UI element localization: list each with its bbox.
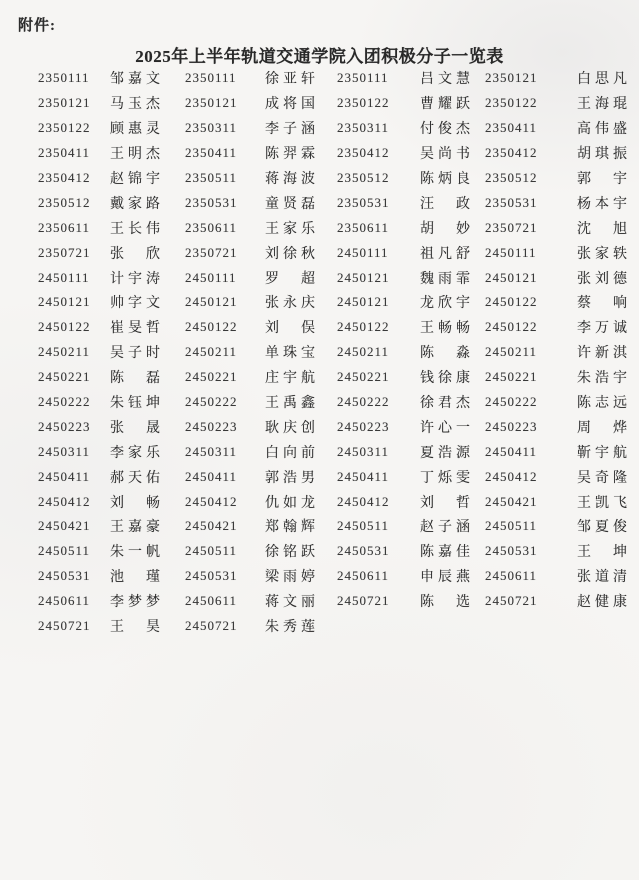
student-name: 胡 妙 xyxy=(420,221,474,237)
student-id: 2450511 xyxy=(185,543,238,559)
student-name: 王家乐 xyxy=(265,221,319,237)
student-name: 徐君杰 xyxy=(420,396,474,412)
student-id: 2450721 xyxy=(38,618,91,634)
student-name: 池 瑾 xyxy=(110,570,164,586)
student-id: 2450611 xyxy=(38,593,91,609)
student-id: 2450211 xyxy=(185,344,238,360)
student-id: 2350122 xyxy=(485,95,538,111)
student-name: 王禹鑫 xyxy=(265,396,319,412)
student-name: 龙欣宇 xyxy=(420,296,474,312)
student-name: 曹耀跃 xyxy=(420,97,474,113)
student-id: 2450411 xyxy=(337,468,390,484)
student-name: 王长伟 xyxy=(110,221,164,237)
student-name: 蔡 响 xyxy=(577,296,631,312)
student-id: 2450412 xyxy=(337,493,390,509)
student-name: 帅字文 xyxy=(110,296,164,312)
student-id: 2450421 xyxy=(485,493,538,509)
student-id: 2450122 xyxy=(185,319,238,335)
student-name: 王嘉豪 xyxy=(110,520,164,536)
student-id: 2450121 xyxy=(337,294,390,310)
student-id: 2350412 xyxy=(38,170,91,185)
student-name: 许新淇 xyxy=(577,346,631,362)
student-id: 2450421 xyxy=(38,518,91,534)
student-id: 2450223 xyxy=(337,418,390,434)
student-name: 吴尚书 xyxy=(420,147,474,163)
student-id: 2350512 xyxy=(485,170,538,185)
student-id: 2450412 xyxy=(38,493,91,509)
student-name: 沈 旭 xyxy=(577,221,631,237)
student-name: 王凯飞 xyxy=(577,495,631,511)
student-id: 2450511 xyxy=(337,518,390,534)
student-id: 2350721 xyxy=(485,219,538,235)
student-id: 2450531 xyxy=(185,568,238,584)
student-id: 2350111 xyxy=(337,70,389,86)
student-name: 周 烨 xyxy=(577,420,631,436)
student-name: 陈 选 xyxy=(420,595,474,611)
student-id: 2450121 xyxy=(185,294,238,310)
student-id: 2350611 xyxy=(185,219,238,235)
student-name: 罗 超 xyxy=(265,271,319,287)
student-name: 丁烁雯 xyxy=(420,470,474,486)
student-id: 2450721 xyxy=(485,593,538,609)
student-name: 赵子涵 xyxy=(420,520,474,536)
student-id: 2450122 xyxy=(38,319,91,335)
student-id: 2450222 xyxy=(185,394,238,410)
student-name: 夏浩源 xyxy=(420,445,474,461)
student-id: 2450121 xyxy=(485,269,538,285)
student-id: 2450221 xyxy=(337,369,390,385)
student-id: 2450223 xyxy=(185,418,238,434)
student-name: 白思凡 xyxy=(577,72,631,88)
student-id: 2350121 xyxy=(485,70,538,86)
student-name: 王海琨 xyxy=(577,97,631,113)
student-name: 计宇涛 xyxy=(110,271,164,287)
student-id: 2450111 xyxy=(337,244,389,260)
student-name: 刘 哲 xyxy=(420,495,474,511)
student-name: 祖凡舒 xyxy=(420,246,474,262)
student-name: 单珠宝 xyxy=(265,346,319,362)
student-id: 2450221 xyxy=(485,369,538,385)
student-id: 2450411 xyxy=(38,468,91,484)
student-id: 2450223 xyxy=(38,418,91,434)
student-id: 2450721 xyxy=(185,618,238,634)
student-name: 顾惠灵 xyxy=(110,122,164,138)
student-name: 刘 俣 xyxy=(265,321,319,337)
student-id: 2350122 xyxy=(337,95,390,111)
student-id: 2350412 xyxy=(485,145,538,161)
student-name: 申辰燕 xyxy=(420,570,474,586)
student-name: 邹嘉文 xyxy=(110,72,164,88)
student-id: 2450111 xyxy=(38,269,90,285)
student-id: 2450511 xyxy=(38,543,91,559)
student-id: 2450412 xyxy=(485,468,538,484)
student-id: 2450511 xyxy=(485,518,538,534)
student-name: 杨本宇 xyxy=(577,196,631,212)
student-name: 陈炳良 xyxy=(420,172,474,187)
student-name: 朱一帆 xyxy=(110,545,164,561)
student-name: 赵健康 xyxy=(577,595,631,611)
student-id: 2350411 xyxy=(185,145,238,161)
student-name: 郑翰辉 xyxy=(265,520,319,536)
student-name: 朱浩宇 xyxy=(577,371,631,387)
student-name: 李子涵 xyxy=(265,122,319,138)
student-id: 2450111 xyxy=(485,244,537,260)
student-name: 耿庆创 xyxy=(265,420,319,436)
student-id: 2450121 xyxy=(337,269,390,285)
student-name: 仇如龙 xyxy=(265,495,319,511)
student-id: 2450122 xyxy=(485,319,538,335)
student-id: 2450211 xyxy=(337,344,390,360)
student-name: 梁雨婷 xyxy=(265,570,319,586)
student-id: 2450211 xyxy=(485,344,538,360)
student-id: 2450531 xyxy=(337,543,390,559)
student-name: 刘徐秋 xyxy=(265,246,319,262)
student-id: 2350412 xyxy=(337,145,390,161)
student-name: 王 昊 xyxy=(110,620,164,636)
student-name: 王 坤 xyxy=(577,545,631,561)
student-id: 2450411 xyxy=(185,468,238,484)
student-id: 2450421 xyxy=(185,518,238,534)
student-id: 2350411 xyxy=(485,120,538,136)
student-name: 童贤磊 xyxy=(265,196,319,212)
student-id: 2450611 xyxy=(337,568,390,584)
student-id: 2350111 xyxy=(38,70,90,86)
student-name: 徐铭跃 xyxy=(265,545,319,561)
student-name: 刘 畅 xyxy=(110,495,164,511)
student-id: 2350511 xyxy=(185,170,238,185)
student-name: 白向前 xyxy=(265,445,319,461)
attachment-label: 附件: xyxy=(18,18,56,34)
student-id: 2450411 xyxy=(485,443,538,459)
student-name: 许心一 xyxy=(420,420,474,436)
student-name: 陈 磊 xyxy=(110,371,164,387)
student-name: 邹夏俊 xyxy=(577,520,631,536)
student-name: 马玉杰 xyxy=(110,97,164,113)
student-name: 陈羿霖 xyxy=(265,147,319,163)
student-name: 陈嘉佳 xyxy=(420,545,474,561)
student-name: 靳宇航 xyxy=(577,445,631,461)
student-name: 李梦梦 xyxy=(110,595,164,611)
student-name: 张家轶 xyxy=(577,246,631,262)
student-id: 2450111 xyxy=(185,269,237,285)
student-name: 王明杰 xyxy=(110,147,164,163)
student-name: 张 欣 xyxy=(110,246,164,262)
student-id: 2450221 xyxy=(185,369,238,385)
student-id: 2450311 xyxy=(38,443,91,459)
student-id: 2450611 xyxy=(485,568,538,584)
student-id: 2450122 xyxy=(337,319,390,335)
student-id: 2350311 xyxy=(337,120,390,136)
student-id: 2350111 xyxy=(185,70,237,86)
student-name: 郭 宇 xyxy=(577,172,631,187)
student-name: 张永庆 xyxy=(265,296,319,312)
student-name: 张刘德 xyxy=(577,271,631,287)
student-name: 汪 政 xyxy=(420,196,474,212)
student-name: 朱钰坤 xyxy=(110,396,164,412)
student-id: 2450122 xyxy=(485,294,538,310)
student-name: 蒋海波 xyxy=(265,172,319,187)
student-name: 李家乐 xyxy=(110,445,164,461)
student-name: 钱徐康 xyxy=(420,371,474,387)
student-id: 2350411 xyxy=(38,145,91,161)
student-name: 赵锦宇 xyxy=(110,172,164,187)
student-name: 吴奇隆 xyxy=(577,470,631,486)
student-name: 郝天佑 xyxy=(110,470,164,486)
student-name: 张 晟 xyxy=(110,420,164,436)
student-name: 高伟盛 xyxy=(577,122,631,138)
student-name: 李万诚 xyxy=(577,321,631,337)
student-id: 2450211 xyxy=(38,344,91,360)
student-name: 付俊杰 xyxy=(420,122,474,138)
student-id: 2450412 xyxy=(185,493,238,509)
student-name: 庄宇航 xyxy=(265,371,319,387)
student-name: 成将国 xyxy=(265,97,319,113)
student-id: 2350611 xyxy=(337,219,390,235)
student-id: 2350531 xyxy=(185,194,238,210)
student-name: 吕文慧 xyxy=(420,72,474,88)
student-id: 2350512 xyxy=(337,170,390,185)
student-name: 胡琪振 xyxy=(577,147,631,163)
student-name: 王畅畅 xyxy=(420,321,474,337)
student-id: 2450222 xyxy=(38,394,91,410)
student-id: 2450311 xyxy=(337,443,390,459)
student-id: 2350122 xyxy=(38,120,91,136)
student-name: 张道清 xyxy=(577,570,631,586)
student-id: 2450121 xyxy=(38,294,91,310)
student-id: 2450222 xyxy=(337,394,390,410)
student-id: 2350531 xyxy=(485,194,538,210)
student-id: 2450531 xyxy=(38,568,91,584)
student-id: 2350611 xyxy=(38,219,91,235)
student-name: 蒋文丽 xyxy=(265,595,319,611)
student-id: 2450223 xyxy=(485,418,538,434)
student-name: 戴家路 xyxy=(110,196,164,212)
student-id: 2350721 xyxy=(38,244,91,260)
student-name: 魏雨霏 xyxy=(420,271,474,287)
student-id: 2450611 xyxy=(185,593,238,609)
student-name: 陈 淼 xyxy=(420,346,474,362)
student-name: 陈志远 xyxy=(577,396,631,412)
student-name: 吴子时 xyxy=(110,346,164,362)
student-id: 2350311 xyxy=(185,120,238,136)
student-id: 2350121 xyxy=(38,95,91,111)
student-name: 崔旻哲 xyxy=(110,321,164,337)
student-id: 2450721 xyxy=(337,593,390,609)
student-id: 2450222 xyxy=(485,394,538,410)
student-id: 2350512 xyxy=(38,194,91,210)
student-id: 2350531 xyxy=(337,194,390,210)
student-name: 朱秀莲 xyxy=(265,620,319,636)
page-title: 2025年上半年轨道交通学院入团积极分子一览表 xyxy=(135,47,504,66)
student-name: 徐亚轩 xyxy=(265,72,319,88)
student-id: 2450311 xyxy=(185,443,238,459)
student-id: 2450531 xyxy=(485,543,538,559)
student-name: 郭浩男 xyxy=(265,470,319,486)
student-id: 2350121 xyxy=(185,95,238,111)
student-id: 2350721 xyxy=(185,244,238,260)
student-id: 2450221 xyxy=(38,369,91,385)
roster-table xyxy=(38,66,639,638)
